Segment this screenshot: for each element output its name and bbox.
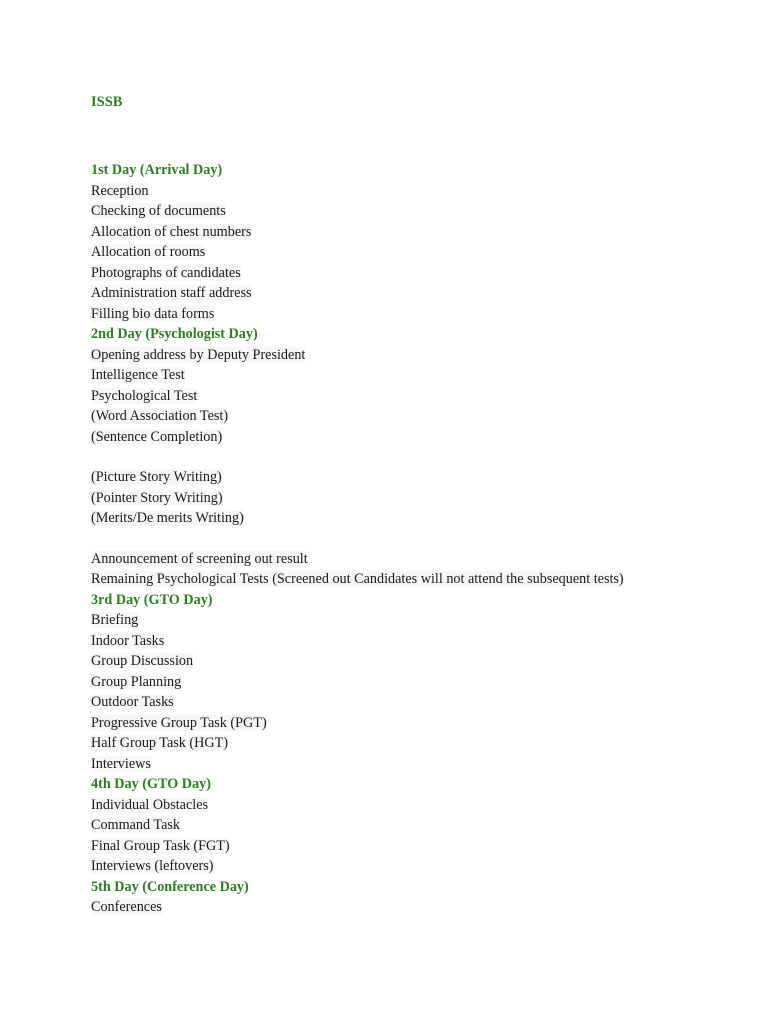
list-item bbox=[91, 427, 761, 448]
list-item bbox=[91, 836, 761, 857]
list-item bbox=[91, 242, 761, 263]
list-item bbox=[91, 181, 761, 202]
list-item-text: Opening address by Deputy President bbox=[91, 346, 306, 363]
list-item-text: Conferences bbox=[91, 899, 162, 915]
day-heading-text: 1st Day (Arrival Day) bbox=[91, 162, 223, 178]
list-item bbox=[91, 815, 761, 836]
list-item bbox=[91, 406, 761, 427]
day-heading bbox=[91, 324, 761, 345]
day-heading-text: 4th Day (GTO Day) bbox=[91, 776, 211, 792]
list-item bbox=[91, 263, 761, 284]
list-item-text: Announcement of screening out result bbox=[91, 550, 308, 567]
list-item-text: Photographs of candidates bbox=[91, 264, 241, 281]
list-item-text: Indoor Tasks bbox=[91, 632, 165, 649]
list-item-text: Remaining Psychological Tests (Screened out Candidates will not attend the subsequent tests) bbox=[91, 571, 624, 587]
list-item bbox=[91, 365, 761, 386]
document-title: ISSB bbox=[91, 94, 123, 110]
list-item-text: Group Discussion bbox=[91, 653, 194, 669]
list-item-text: (Word Association Test) bbox=[91, 408, 229, 424]
list-item bbox=[91, 386, 761, 407]
list-item bbox=[91, 795, 761, 816]
list-item bbox=[91, 672, 761, 693]
list-item bbox=[91, 304, 761, 325]
list-item bbox=[91, 345, 761, 366]
list-item-text: Individual Obstacles bbox=[91, 796, 209, 813]
day-heading-text: 5th Day (Conference Day) bbox=[91, 878, 249, 895]
list-item bbox=[91, 467, 761, 488]
list-item bbox=[91, 897, 761, 918]
list-item-text: Administration staff address bbox=[91, 285, 252, 301]
list-item bbox=[91, 283, 761, 304]
list-item bbox=[91, 733, 761, 754]
list-item-text: (Picture Story Writing) bbox=[91, 469, 222, 485]
day-heading bbox=[91, 877, 761, 898]
list-item-text: Briefing bbox=[91, 612, 139, 628]
schedule-content bbox=[91, 160, 761, 918]
list-item-text: Command Task bbox=[91, 817, 180, 833]
list-item-text: (Merits/De merits Writing) bbox=[91, 510, 244, 526]
list-item bbox=[91, 508, 761, 529]
list-item-text: Interviews (leftovers) bbox=[91, 858, 214, 874]
day-heading bbox=[91, 160, 761, 181]
list-item-text: Outdoor Tasks bbox=[91, 694, 174, 710]
list-item bbox=[91, 201, 761, 222]
list-item-text: Psychological Test bbox=[91, 387, 198, 404]
list-item-text: Final Group Task (FGT) bbox=[91, 837, 230, 854]
list-item-text: Allocation of rooms bbox=[91, 244, 206, 260]
day-heading bbox=[91, 774, 761, 795]
list-item bbox=[91, 222, 761, 243]
blank-line bbox=[91, 447, 761, 467]
list-item bbox=[91, 692, 761, 713]
list-item-text: Intelligence Test bbox=[91, 367, 185, 383]
list-item bbox=[91, 631, 761, 652]
day-heading-text: 2nd Day (Psychologist Day) bbox=[91, 326, 258, 342]
list-item bbox=[91, 754, 761, 775]
day-heading-text: 3rd Day (GTO Day) bbox=[91, 591, 213, 608]
list-item-text: Half Group Task (HGT) bbox=[91, 735, 229, 751]
list-item bbox=[91, 610, 761, 631]
list-item-text: Reception bbox=[91, 182, 149, 199]
list-item-text: Checking of documents bbox=[91, 203, 226, 219]
list-item-text: Progressive Group Task (PGT) bbox=[91, 714, 267, 731]
day-heading bbox=[91, 590, 761, 611]
list-item-text: (Pointer Story Writing) bbox=[91, 489, 223, 506]
list-item bbox=[91, 549, 761, 570]
list-item bbox=[91, 713, 761, 734]
list-item-text: Interviews bbox=[91, 755, 151, 772]
list-item bbox=[91, 651, 761, 672]
list-item bbox=[91, 569, 761, 590]
list-item bbox=[91, 856, 761, 877]
list-item bbox=[91, 488, 761, 509]
list-item-text: (Sentence Completion) bbox=[91, 428, 223, 445]
list-item-text: Group Planning bbox=[91, 673, 182, 690]
blank-line bbox=[91, 529, 761, 549]
list-item-text: Allocation of chest numbers bbox=[91, 223, 252, 240]
list-item-text: Filling bio data forms bbox=[91, 305, 215, 322]
